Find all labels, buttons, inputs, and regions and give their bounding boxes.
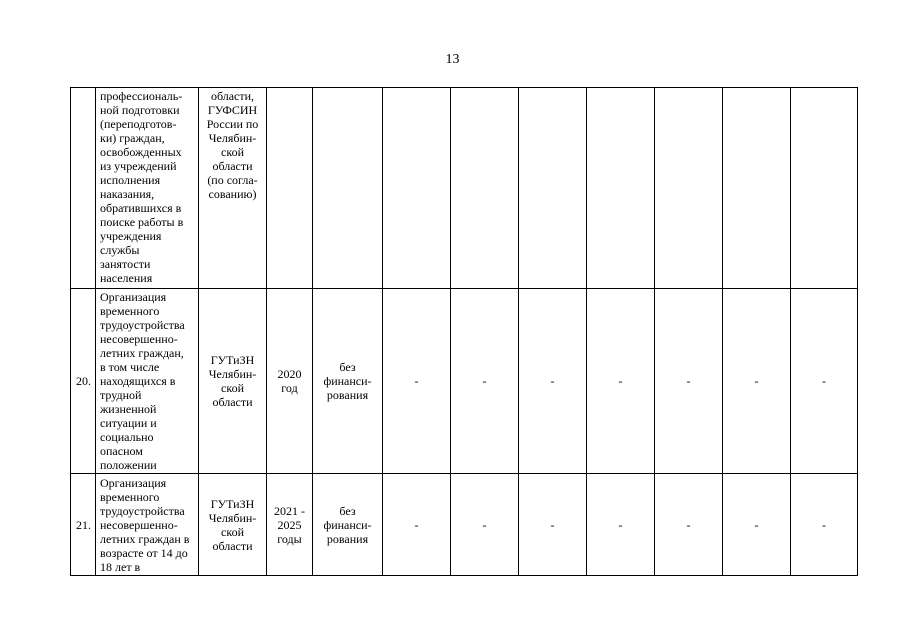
measure-name-cell: Организация временного трудоустройства несовершенно- летних граждан в возрасте от 14 до 18 лет в <box>96 474 199 576</box>
value-cell: - <box>519 474 587 576</box>
table-row <box>71 88 858 289</box>
value-cell: - <box>655 289 723 474</box>
value-cell <box>723 88 791 289</box>
table-row <box>71 474 858 576</box>
value-cell <box>655 88 723 289</box>
value-cell <box>451 88 519 289</box>
value-cell: - <box>451 474 519 576</box>
value-cell <box>791 88 858 289</box>
financing-cell: без финанси- рования <box>313 474 383 576</box>
value-cell: - <box>791 289 858 474</box>
value-cell: - <box>723 289 791 474</box>
value-cell <box>587 88 655 289</box>
value-cell: - <box>451 289 519 474</box>
value-cell: - <box>519 289 587 474</box>
value-cell: - <box>587 474 655 576</box>
page-number: 13 <box>445 52 460 67</box>
measure-name-cell: Организация временного трудоустройства несовершенно- летних граждан, в том числе находящихся в трудной жизненной ситуации и социально опасном положении <box>96 289 199 474</box>
row-number-cell: 20. <box>71 289 96 474</box>
row-number-cell: 21. <box>71 474 96 576</box>
value-cell: - <box>383 289 451 474</box>
financing-cell <box>313 88 383 289</box>
table-row <box>71 289 858 474</box>
measure-name-cell: профессиональ- ной подготовки (переподготов- ки) граждан, освобожденных из учреждений исполнения наказания, обратившихся в поиске работы в учреждения службы занятости населения <box>96 88 199 289</box>
executor-cell: ГУТиЗН Челябин- ской области <box>199 474 267 576</box>
term-cell <box>267 88 313 289</box>
measures-table <box>70 87 858 576</box>
value-cell: - <box>655 474 723 576</box>
term-cell: 2020 год <box>267 289 313 474</box>
financing-cell: без финанси- рования <box>313 289 383 474</box>
row-number-cell <box>71 88 96 289</box>
value-cell: - <box>791 474 858 576</box>
executor-cell: области, ГУФСИН России по Челябин- ской области (по согла- сованию) <box>199 88 267 289</box>
value-cell: - <box>723 474 791 576</box>
value-cell <box>519 88 587 289</box>
value-cell: - <box>587 289 655 474</box>
value-cell <box>383 88 451 289</box>
executor-cell: ГУТиЗН Челябин- ской области <box>199 289 267 474</box>
value-cell: - <box>383 474 451 576</box>
term-cell: 2021 - 2025 годы <box>267 474 313 576</box>
